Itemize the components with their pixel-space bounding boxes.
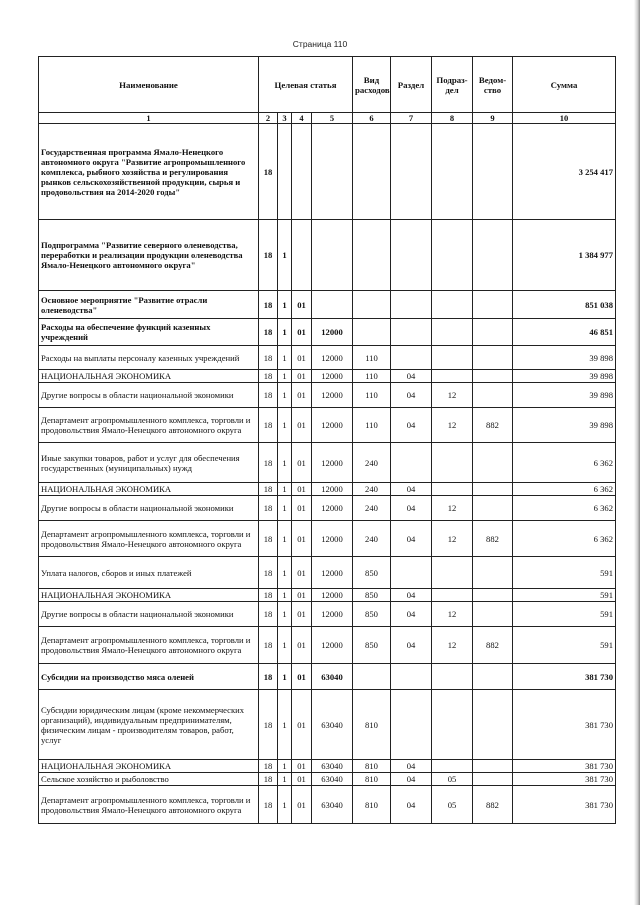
row-code-t4: 12000 — [312, 319, 353, 346]
row-code-pr — [432, 760, 473, 773]
col-number: 9 — [473, 113, 513, 124]
row-code-t4: 12000 — [312, 383, 353, 408]
table-row — [39, 760, 616, 773]
row-sum: 6 362 — [513, 483, 616, 496]
row-code-t3 — [292, 124, 312, 220]
row-code-vr: 810 — [353, 690, 391, 760]
row-code-pr — [432, 220, 473, 291]
row-sum: 39 898 — [513, 346, 616, 370]
row-code-rz: 04 — [391, 589, 432, 602]
row-code-ved — [473, 496, 513, 521]
row-code-ved — [473, 602, 513, 627]
row-code-t4: 12000 — [312, 443, 353, 483]
row-code-t4: 12000 — [312, 346, 353, 370]
row-name: Департамент агропромышленного комплекса, торговли и продовольствия Ямало-Ненецкого автономного округа — [39, 521, 259, 557]
header-section: Раздел — [391, 57, 432, 113]
row-code-t1: 18 — [259, 483, 278, 496]
row-code-rz: 04 — [391, 408, 432, 443]
row-name: Расходы на выплаты персоналу казенных учреждений — [39, 346, 259, 370]
col-number: 10 — [513, 113, 616, 124]
row-code-vr — [353, 291, 391, 319]
table-row — [39, 443, 616, 483]
row-code-t3: 01 — [292, 664, 312, 690]
row-code-t3: 01 — [292, 408, 312, 443]
row-sum: 591 — [513, 589, 616, 602]
row-code-t2: 1 — [278, 664, 292, 690]
row-name: Основное мероприятие "Развитие отрасли оленеводства" — [39, 291, 259, 319]
budget-table — [38, 56, 616, 824]
row-code-t3: 01 — [292, 589, 312, 602]
row-code-t2: 1 — [278, 443, 292, 483]
row-code-t3: 01 — [292, 443, 312, 483]
row-code-rz: 04 — [391, 627, 432, 664]
table-row — [39, 557, 616, 589]
row-code-t4: 12000 — [312, 602, 353, 627]
row-code-t2: 1 — [278, 383, 292, 408]
row-code-vr: 240 — [353, 496, 391, 521]
row-code-pr — [432, 124, 473, 220]
row-code-t4: 12000 — [312, 370, 353, 383]
table-row — [39, 408, 616, 443]
row-code-t2: 1 — [278, 483, 292, 496]
scan-edge — [634, 0, 640, 905]
row-code-t2: 1 — [278, 602, 292, 627]
col-number: 8 — [432, 113, 473, 124]
row-code-t4: 12000 — [312, 557, 353, 589]
row-sum: 1 384 977 — [513, 220, 616, 291]
row-code-pr — [432, 589, 473, 602]
row-code-vr: 850 — [353, 627, 391, 664]
row-code-rz — [391, 220, 432, 291]
row-sum: 3 254 417 — [513, 124, 616, 220]
row-code-ved — [473, 773, 513, 786]
table-row — [39, 773, 616, 786]
row-code-rz — [391, 124, 432, 220]
row-code-pr — [432, 346, 473, 370]
row-code-ved — [473, 589, 513, 602]
row-code-ved — [473, 383, 513, 408]
row-code-t3: 01 — [292, 690, 312, 760]
row-name: Другие вопросы в области национальной экономики — [39, 496, 259, 521]
row-code-t3: 01 — [292, 521, 312, 557]
row-code-t3: 01 — [292, 602, 312, 627]
row-code-t4 — [312, 291, 353, 319]
row-code-t3: 01 — [292, 496, 312, 521]
table-row — [39, 319, 616, 346]
row-code-rz — [391, 291, 432, 319]
table-row — [39, 664, 616, 690]
row-code-pr — [432, 291, 473, 319]
col-number: 6 — [353, 113, 391, 124]
row-code-ved — [473, 220, 513, 291]
row-code-t4: 63040 — [312, 773, 353, 786]
row-sum: 381 730 — [513, 786, 616, 824]
row-code-vr — [353, 220, 391, 291]
row-code-t2: 1 — [278, 786, 292, 824]
row-code-t3: 01 — [292, 319, 312, 346]
row-name: НАЦИОНАЛЬНАЯ ЭКОНОМИКА — [39, 483, 259, 496]
row-code-rz — [391, 443, 432, 483]
row-sum: 591 — [513, 557, 616, 589]
row-code-pr: 12 — [432, 521, 473, 557]
row-code-vr — [353, 319, 391, 346]
row-name: Государственная программа Ямало-Ненецкого автономного округа "Развитие агропромышленного комплекса, рыбного хозяйства и регулирования рынков сельскохозяйственной продукции, сырья и продовольствия на 2014-2020 годы" — [39, 124, 259, 220]
row-sum: 39 898 — [513, 408, 616, 443]
row-name: НАЦИОНАЛЬНАЯ ЭКОНОМИКА — [39, 370, 259, 383]
row-name: Уплата налогов, сборов и иных платежей — [39, 557, 259, 589]
row-code-rz: 04 — [391, 370, 432, 383]
header-expense-type: Вид расходов — [353, 57, 391, 113]
row-code-t2: 1 — [278, 496, 292, 521]
row-name: Департамент агропромышленного комплекса, торговли и продовольствия Ямало-Ненецкого автономного округа — [39, 627, 259, 664]
row-code-pr: 05 — [432, 773, 473, 786]
row-sum: 39 898 — [513, 370, 616, 383]
table-row — [39, 589, 616, 602]
row-sum: 6 362 — [513, 521, 616, 557]
row-code-vr: 240 — [353, 521, 391, 557]
header-department: Ведом-ство — [473, 57, 513, 113]
row-sum: 381 730 — [513, 760, 616, 773]
row-code-ved: 882 — [473, 627, 513, 664]
row-code-vr: 810 — [353, 773, 391, 786]
row-code-t3: 01 — [292, 760, 312, 773]
row-sum: 381 730 — [513, 690, 616, 760]
row-code-t4: 63040 — [312, 786, 353, 824]
row-name: Сельское хозяйство и рыболовство — [39, 773, 259, 786]
table-row — [39, 370, 616, 383]
row-code-vr: 110 — [353, 408, 391, 443]
row-code-t2: 1 — [278, 291, 292, 319]
row-code-t3: 01 — [292, 627, 312, 664]
row-code-t1: 18 — [259, 408, 278, 443]
row-sum: 381 730 — [513, 664, 616, 690]
table-row — [39, 602, 616, 627]
row-sum: 851 038 — [513, 291, 616, 319]
row-name: Субсидии юридическим лицам (кроме некоммерческих организаций), индивидуальным предпринимателям, физическим лицам - производителям товаров, работ, услуг — [39, 690, 259, 760]
row-code-vr: 810 — [353, 786, 391, 824]
col-number: 2 — [259, 113, 278, 124]
row-sum: 591 — [513, 602, 616, 627]
row-code-rz — [391, 664, 432, 690]
header-target: Целевая статья — [259, 57, 353, 113]
row-code-ved — [473, 346, 513, 370]
row-sum: 381 730 — [513, 773, 616, 786]
row-code-rz: 04 — [391, 602, 432, 627]
row-code-t4: 63040 — [312, 664, 353, 690]
row-code-t3: 01 — [292, 786, 312, 824]
row-code-ved — [473, 483, 513, 496]
row-code-t1: 18 — [259, 602, 278, 627]
row-code-vr: 110 — [353, 346, 391, 370]
row-code-ved — [473, 760, 513, 773]
row-code-t2: 1 — [278, 370, 292, 383]
row-code-pr — [432, 690, 473, 760]
row-code-ved — [473, 291, 513, 319]
row-code-t1: 18 — [259, 664, 278, 690]
row-name: Департамент агропромышленного комплекса, торговли и продовольствия Ямало-Ненецкого автономного округа — [39, 408, 259, 443]
row-code-t3: 01 — [292, 370, 312, 383]
row-name: Иные закупки товаров, работ и услуг для обеспечения государственных (муниципальных) нужд — [39, 443, 259, 483]
row-code-t2: 1 — [278, 773, 292, 786]
row-code-t1: 18 — [259, 690, 278, 760]
row-code-ved — [473, 690, 513, 760]
row-code-t4: 63040 — [312, 760, 353, 773]
row-code-t1: 18 — [259, 521, 278, 557]
row-code-t2: 1 — [278, 319, 292, 346]
row-code-vr: 850 — [353, 557, 391, 589]
row-code-t4: 12000 — [312, 483, 353, 496]
row-code-pr — [432, 557, 473, 589]
row-code-vr: 850 — [353, 589, 391, 602]
row-code-t1: 18 — [259, 443, 278, 483]
row-name: Субсидии на производство мяса оленей — [39, 664, 259, 690]
row-code-ved: 882 — [473, 408, 513, 443]
row-code-ved: 882 — [473, 786, 513, 824]
header-name: Наименование — [39, 57, 259, 113]
row-name: Другие вопросы в области национальной экономики — [39, 383, 259, 408]
table-row — [39, 496, 616, 521]
row-code-t4 — [312, 124, 353, 220]
row-code-rz: 04 — [391, 383, 432, 408]
row-code-rz — [391, 346, 432, 370]
row-sum: 39 898 — [513, 383, 616, 408]
col-number: 1 — [39, 113, 259, 124]
row-code-t4: 12000 — [312, 589, 353, 602]
row-code-t4: 12000 — [312, 627, 353, 664]
table-row — [39, 521, 616, 557]
row-code-t1: 18 — [259, 557, 278, 589]
row-code-t2: 1 — [278, 690, 292, 760]
table-row — [39, 690, 616, 760]
row-code-ved — [473, 319, 513, 346]
row-code-t2: 1 — [278, 557, 292, 589]
row-code-t2: 1 — [278, 220, 292, 291]
row-code-ved — [473, 557, 513, 589]
row-code-t2: 1 — [278, 589, 292, 602]
row-name: Департамент агропромышленного комплекса, торговли и продовольствия Ямало-Ненецкого автономного округа — [39, 786, 259, 824]
row-code-rz: 04 — [391, 773, 432, 786]
row-code-vr — [353, 664, 391, 690]
col-number: 3 — [278, 113, 292, 124]
table-row — [39, 627, 616, 664]
page-header: Страница 110 — [292, 39, 348, 49]
row-code-rz — [391, 557, 432, 589]
row-name: Другие вопросы в области национальной экономики — [39, 602, 259, 627]
row-sum: 6 362 — [513, 443, 616, 483]
row-code-rz: 04 — [391, 760, 432, 773]
row-code-pr — [432, 664, 473, 690]
row-code-t1: 18 — [259, 786, 278, 824]
row-code-t1: 18 — [259, 773, 278, 786]
row-code-rz — [391, 319, 432, 346]
row-code-t2: 1 — [278, 346, 292, 370]
row-code-vr: 240 — [353, 443, 391, 483]
row-code-t1: 18 — [259, 319, 278, 346]
row-code-rz: 04 — [391, 521, 432, 557]
row-code-t3: 01 — [292, 383, 312, 408]
table-row — [39, 383, 616, 408]
row-code-pr — [432, 370, 473, 383]
row-code-pr: 05 — [432, 786, 473, 824]
row-code-t4: 12000 — [312, 496, 353, 521]
row-code-vr: 240 — [353, 483, 391, 496]
row-code-pr: 12 — [432, 602, 473, 627]
table-row — [39, 291, 616, 319]
row-code-t1: 18 — [259, 383, 278, 408]
row-code-ved — [473, 443, 513, 483]
table-row — [39, 124, 616, 220]
row-code-rz: 04 — [391, 496, 432, 521]
row-code-t4: 63040 — [312, 690, 353, 760]
row-code-rz: 04 — [391, 483, 432, 496]
row-code-pr — [432, 319, 473, 346]
row-name: Расходы на обеспечение функций казенных учреждений — [39, 319, 259, 346]
header-subsection: Подраз-дел — [432, 57, 473, 113]
row-code-vr: 110 — [353, 370, 391, 383]
row-name: Подпрограмма "Развитие северного оленеводства, переработки и реализации продукции оленеводства Ямало-Ненецкого автономного округа" — [39, 220, 259, 291]
row-code-t1: 18 — [259, 346, 278, 370]
row-code-t1: 18 — [259, 124, 278, 220]
row-code-pr — [432, 443, 473, 483]
row-sum: 6 362 — [513, 496, 616, 521]
row-code-t2: 1 — [278, 521, 292, 557]
row-code-ved — [473, 370, 513, 383]
row-code-pr: 12 — [432, 627, 473, 664]
row-code-t1: 18 — [259, 291, 278, 319]
row-code-t3: 01 — [292, 483, 312, 496]
row-code-t3: 01 — [292, 291, 312, 319]
col-number: 4 — [292, 113, 312, 124]
row-code-rz: 04 — [391, 786, 432, 824]
row-code-pr: 12 — [432, 383, 473, 408]
row-sum: 591 — [513, 627, 616, 664]
row-code-ved: 882 — [473, 521, 513, 557]
row-code-t2: 1 — [278, 627, 292, 664]
row-code-t1: 18 — [259, 760, 278, 773]
row-code-t3: 01 — [292, 346, 312, 370]
table-row — [39, 346, 616, 370]
col-number: 7 — [391, 113, 432, 124]
row-code-t2: 1 — [278, 408, 292, 443]
row-code-t3: 01 — [292, 557, 312, 589]
row-code-t3 — [292, 220, 312, 291]
row-code-pr: 12 — [432, 496, 473, 521]
row-code-pr — [432, 483, 473, 496]
table-row — [39, 786, 616, 824]
row-code-t2: 1 — [278, 760, 292, 773]
row-code-t1: 18 — [259, 370, 278, 383]
row-code-t4: 12000 — [312, 521, 353, 557]
row-code-t3: 01 — [292, 773, 312, 786]
row-code-t4: 12000 — [312, 408, 353, 443]
table-row — [39, 220, 616, 291]
row-code-ved — [473, 124, 513, 220]
row-code-vr: 850 — [353, 602, 391, 627]
col-number: 5 — [312, 113, 353, 124]
row-code-t1: 18 — [259, 589, 278, 602]
row-code-t1: 18 — [259, 220, 278, 291]
row-code-vr: 110 — [353, 383, 391, 408]
row-code-ved — [473, 664, 513, 690]
row-name: НАЦИОНАЛЬНАЯ ЭКОНОМИКА — [39, 760, 259, 773]
row-code-t4 — [312, 220, 353, 291]
row-code-t2 — [278, 124, 292, 220]
row-code-pr: 12 — [432, 408, 473, 443]
header-sum: Сумма — [513, 57, 616, 113]
table-row — [39, 483, 616, 496]
row-code-t1: 18 — [259, 627, 278, 664]
row-name: НАЦИОНАЛЬНАЯ ЭКОНОМИКА — [39, 589, 259, 602]
row-code-vr — [353, 124, 391, 220]
row-code-t1: 18 — [259, 496, 278, 521]
row-code-rz — [391, 690, 432, 760]
row-sum: 46 851 — [513, 319, 616, 346]
row-code-vr: 810 — [353, 760, 391, 773]
